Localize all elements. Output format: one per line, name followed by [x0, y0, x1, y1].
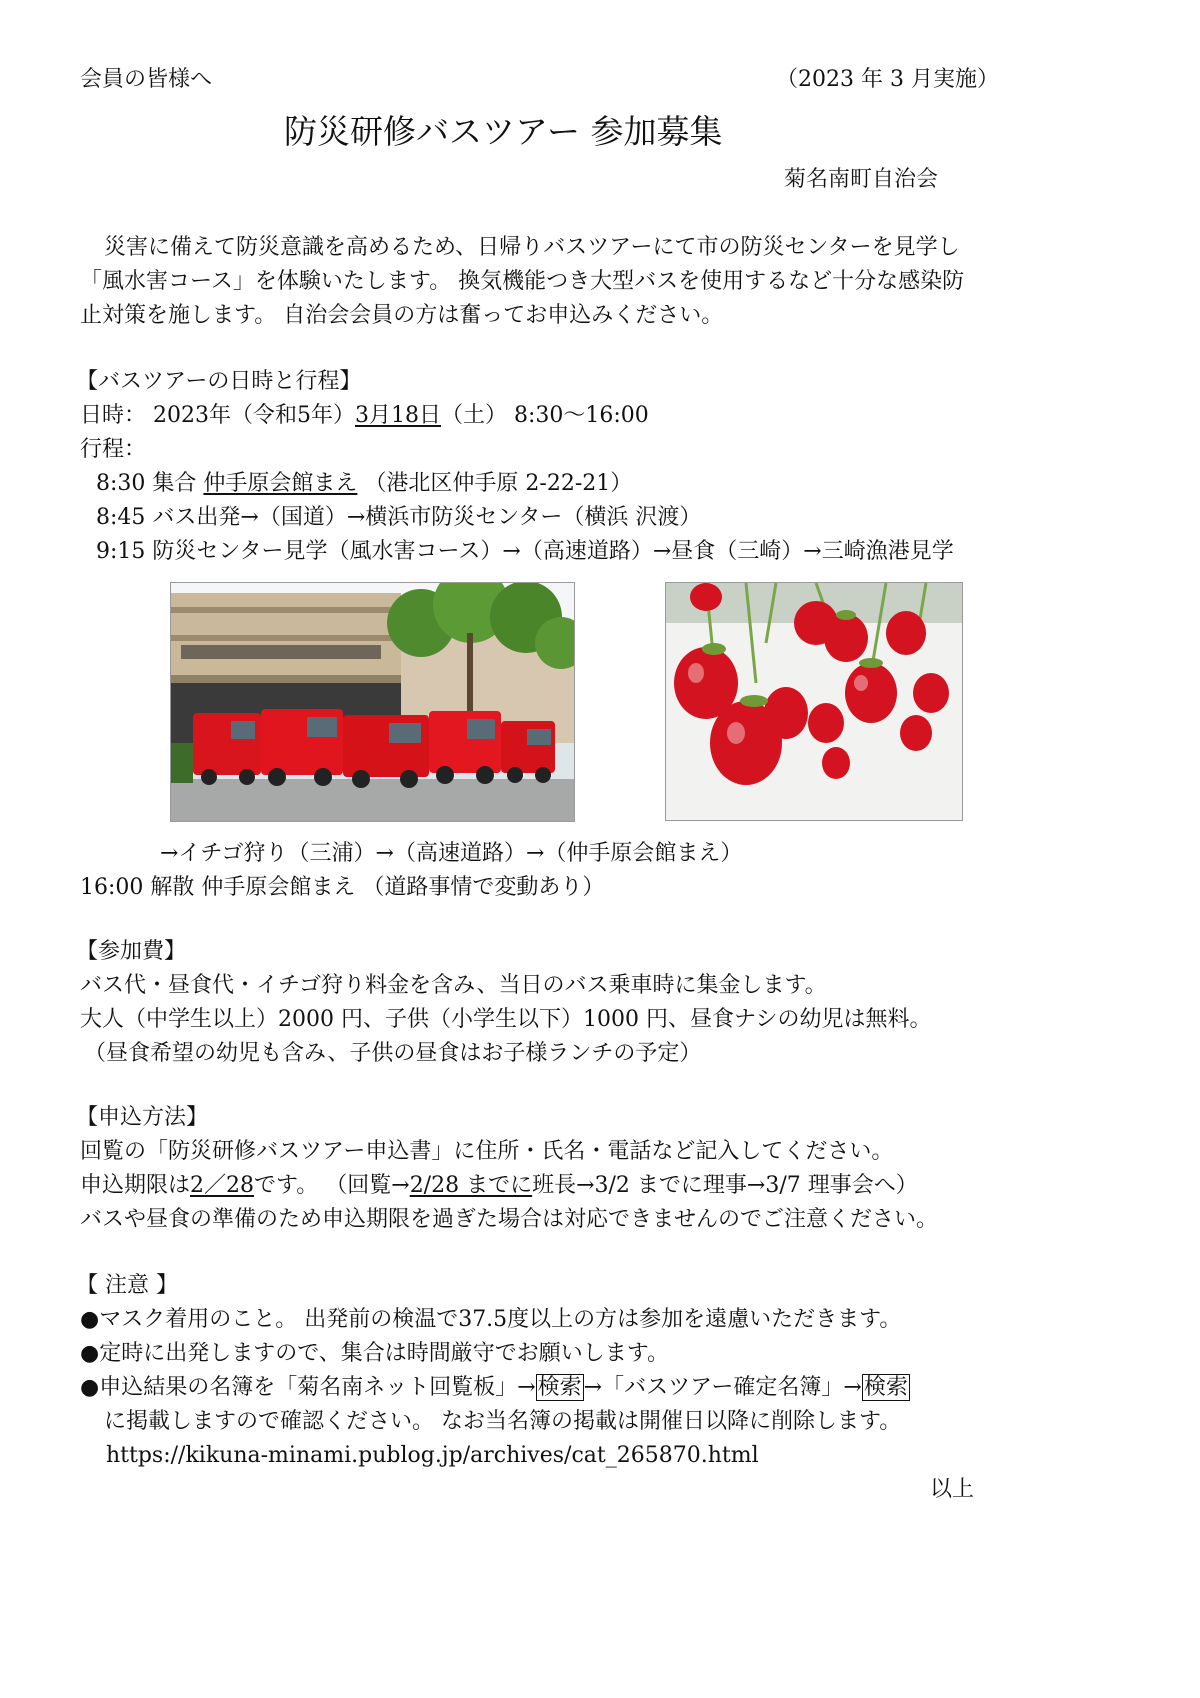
- note-bullet-3: [80, 1374, 910, 1402]
- schedule-heading: 【バスツアーの日時と行程】: [76, 369, 362, 394]
- intro-line-2: 「風水害コース」を体験いたします。 換気機能つき大型バスを使用するなど十分な感染防: [80, 269, 965, 294]
- itinerary-line-4: →イチゴ狩り（三浦）→（高速道路）→（仲手原会館まえ）: [160, 841, 743, 866]
- strawberries-illustration: [666, 583, 962, 820]
- apply-line-1: 回覧の「防災研修バスツアー申込書」に住所・氏名・電話など記入してください。: [80, 1139, 894, 1164]
- closing-mark: 以上: [930, 1477, 975, 1502]
- deadline-date: 2／28: [190, 1173, 255, 1198]
- intro-line-3: 止対策を施します。 自治会会員の方は奮ってお申込みください。: [80, 303, 724, 328]
- note-bullet-2: ●定時に出発しますので、集合は時間厳守でお願いします。: [80, 1341, 669, 1366]
- apply-line-2: [80, 1172, 918, 1200]
- page-title: 防災研修バスツアー 参加募集: [284, 112, 723, 151]
- deadline-label: 申込期限は: [80, 1173, 191, 1198]
- route-end: 班長→3/2 までに理事→3/7 理事会へ）: [532, 1173, 918, 1198]
- fee-line-3: （昼食希望の幼児も含み、子供の昼食はお子様ランチの予定）: [84, 1041, 702, 1066]
- route-team-deadline: 2/28 までに: [409, 1173, 533, 1198]
- itinerary-line-3: 9:15 防災センター見学（風水害コース）→（高速道路）→昼食（三崎）→三崎漁港見学: [96, 539, 954, 564]
- info-url[interactable]: https://kikuna-minami.publog.jp/archives/cat_265870.html: [106, 1443, 759, 1468]
- meeting-place: 仲手原会館まえ: [203, 471, 358, 496]
- date-day: 3月18日: [354, 403, 441, 428]
- note3-text-b: →「バスツアー確定名簿」→: [583, 1375, 862, 1400]
- schedule-date: [80, 402, 649, 430]
- fee-line-1: バス代・昼食代・イチゴ狩り料金を含み、当日のバス乗車時に集金します。: [80, 973, 827, 998]
- implementation-date: （2023 年 3 月実施）: [776, 67, 999, 92]
- fee-line-2: 大人（中学生以上）2000 円、子供（小学生以下）1000 円、昼食ナシの幼児は無料。: [80, 1007, 932, 1032]
- meeting-address: （港北区仲手原 2-22-21）: [357, 471, 633, 496]
- fee-heading: 【参加費】: [76, 939, 187, 964]
- itinerary-line-1: [96, 470, 632, 498]
- notes-heading: 【 注意 】: [76, 1273, 178, 1298]
- search-box-1: 検索: [537, 1375, 582, 1400]
- itin-time-gather: 8:30 集合: [96, 471, 204, 496]
- itinerary-label: 行程：: [80, 437, 147, 462]
- intro-line-1: 災害に備えて防災意識を高めるため、日帰りバスツアーにて市の防災センターを見学し: [104, 235, 960, 260]
- date-prefix: 日時： 2023年（令和5年）: [80, 403, 355, 428]
- itinerary-line-5: 16:00 解散 仲手原会館まえ （道路事情で変動あり）: [80, 875, 605, 900]
- apply-heading: 【申込方法】: [76, 1105, 209, 1130]
- date-suffix: （土） 8:30～16:00: [440, 403, 649, 428]
- search-box-2: 検索: [863, 1375, 908, 1400]
- note-bullet-3-cont: に掲載しますので確認ください。 なお当名簿の掲載は開催日以降に削除します。: [104, 1409, 902, 1434]
- organization: 菊名南町自治会: [784, 167, 939, 192]
- note-bullet-1: ●マスク着用のこと。 出発前の検温で37.5度以上の方は参加を遠慮いただきます。: [80, 1307, 902, 1332]
- apply-line-3: バスや昼食の準備のため申込期限を過ぎた場合は対応できませんのでご注意ください。: [80, 1207, 939, 1232]
- strawberries-photo: [665, 582, 963, 821]
- route-start: です。 （回覧→: [254, 1173, 410, 1198]
- fire-trucks-photo: [170, 582, 575, 822]
- addressee: 会員の皆様へ: [80, 67, 213, 92]
- note3-text-a: ●申込結果の名簿を「菊名南ネット回覧板」→: [80, 1375, 536, 1400]
- fire-trucks-illustration: [171, 583, 574, 821]
- itinerary-line-2: 8:45 バス出発→（国道）→横浜市防災センター（横浜 沢渡）: [96, 505, 702, 530]
